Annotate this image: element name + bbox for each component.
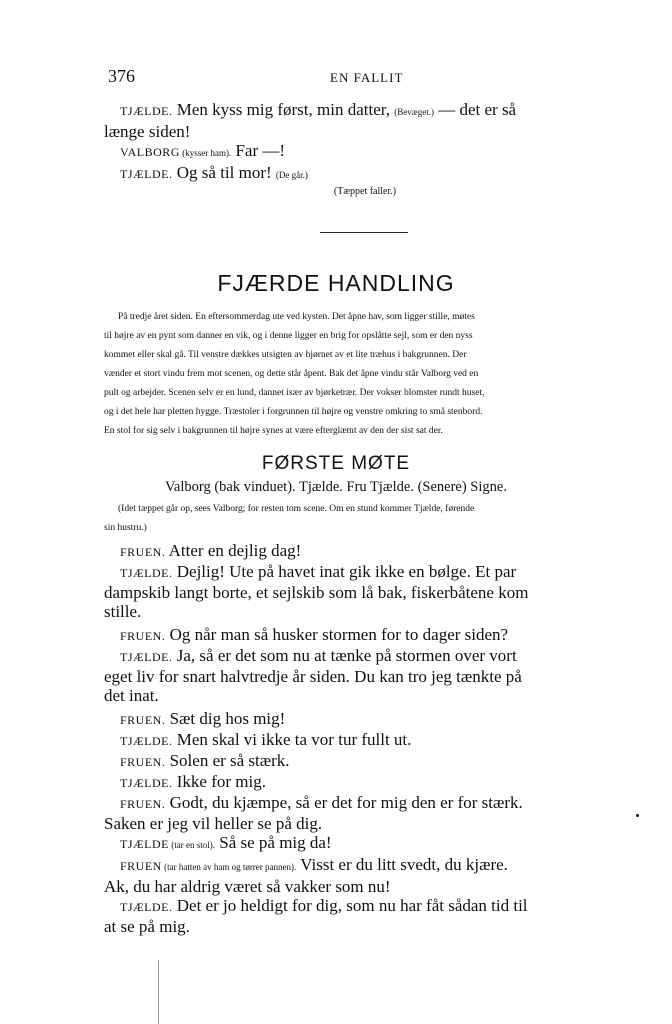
page-header [108,66,620,88]
dialogue-line: TJÆLDE. Dejlig! Ute på havet inat gik ikke en bølge. Et par [120,562,517,581]
dialogue-line: Ak, du har aldrig været så vakker som nu! [104,877,391,896]
dialogue-line: længe siden! [104,122,191,141]
dialogue-line: TJÆLDE. Ikke for mig. [120,772,266,791]
setting-line: pult og arbejder. Scenen selv er en lund, dannet især av bjørketrær. Der vokser blomster rundt huset, [104,388,485,398]
section-divider [320,232,408,233]
dialogue-line: FRUEN. Og når man så husker stormen for to dager siden? [120,625,509,644]
dialogue-line: TJÆLDE. Men skal vi ikke ta vor tur fullt ut. [120,730,412,749]
dialogue-line: FRUEN. Sæt dig hos mig! [120,709,286,728]
direction-line: (Idet tæppet går op, sees Valborg; for resten tom scene. Om en stund kommer Tjælde, førende [118,504,475,514]
dialogue-line: TJÆLDE (tar en stol). Så se på mig da! [120,833,332,852]
dialogue-line: TJÆLDE. Ja, så er det som nu at tænke på stormen over vort [120,646,517,665]
dialogue-line: at se på mig. [104,917,190,936]
curtain-direction: (Tæppet faller.) [333,186,397,197]
ink-speck [636,814,639,817]
dialogue-line: eget liv for snart halvtredje år siden. Du kan tro jeg tænkte på [104,667,522,686]
scene-title: FØRSTE MØTE [261,453,411,474]
binding-edge-line [158,960,159,1024]
dialogue-line: FRUEN (tar hatten av ham og tørrer pannen). Visst er du litt svedt, du kjære. [120,855,508,874]
setting-description [104,308,620,441]
page-number: 376 [108,66,135,86]
act-title: FJÆRDE HANDLING [217,270,455,296]
dialogue-line: FRUEN. Solen er så stærk. [120,751,290,770]
setting-line: og i det hele har pletten hygge. Træstoler i forgrunnen til højre og venstre omkring to små stenbord. [104,407,483,417]
opening-stage-direction [104,500,620,538]
dialogue-line: TJÆLDE. Men kyss mig først, min datter, (Bevæget.) — det er så [120,100,517,119]
dialogue-line: TJÆLDE. Og så til mor! (De går.) [120,163,308,182]
dialogue-line: FRUEN. Atter en dejlig dag! [120,541,302,560]
dialogue-line: stille. [104,602,142,621]
dialogue-line: VALBORG (kysser ham). Far —! [120,141,286,160]
dialogue-line: TJÆLDE. Det er jo heldigt for dig, som nu har fåt sådan tid til [120,896,528,915]
running-title: EN FALLIT [330,70,404,85]
dialogue-line: det inat. [104,686,159,705]
scene-dialogue [104,541,620,936]
dialogue-line: Saken er jeg vil heller se på dig. [104,814,323,833]
setting-line: vænder et stort vindu frem mot scenen, og dette står åpent. Bak det åpne vindu står Valborg ved en [104,369,479,379]
setting-line: En stol for sig selv i bakgrunnen til højre synes at være efterglæmt av den der sist sat der. [104,426,443,436]
act-ending-dialogue [104,100,620,185]
dialogue-line: FRUEN. Godt, du kjæmpe, så er det for mig den er for stærk. [120,793,523,812]
dialogue-line: dampskib langt borte, et sejlskib som lå bak, fiskerbåtene kom [104,583,529,602]
cast-list: Valborg (bak vinduet). Tjælde. Fru Tjælde. (Senere) Signe. [165,479,507,495]
setting-line: kommet eller skal gå. Til venstre dækkes utsigten av hjørnet av et lite træhus i bakgrunnen. Der [104,350,467,360]
direction-line: sin hustru.) [104,523,147,533]
setting-line: til højre av en pynt som danner en vik, og i denne ligger en brig for opslåtte sejl, som er den nyss [104,331,473,341]
setting-line: På tredje året siden. En eftersommerdag ute ved kysten. Det åpne hav, som ligger stille, møtes [118,312,475,322]
